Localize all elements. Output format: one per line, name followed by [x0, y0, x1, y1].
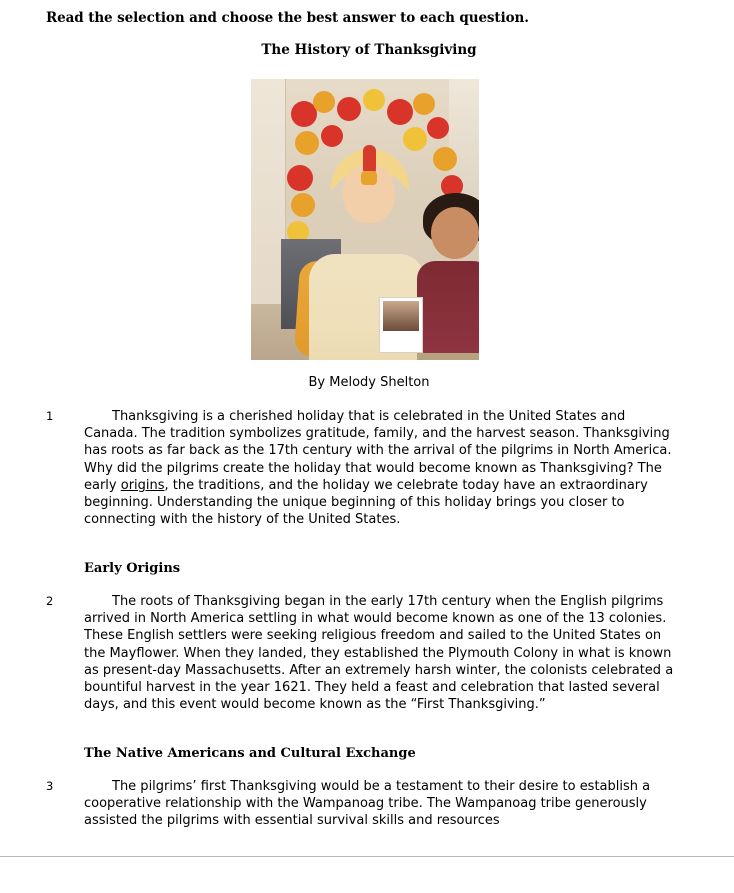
balloon-decoration — [363, 89, 385, 111]
paragraph-1-text-b: , the traditions, and the holiday we celebrate today have an extraordinary beginning. Understanding the unique beginning of this holiday brings you closer to connecting with the history of the United States. — [84, 477, 648, 528]
paragraph-3 — [84, 778, 680, 830]
author-byline: By Melody Shelton — [308, 375, 430, 390]
paragraph-2 — [84, 593, 680, 713]
held-photo-card — [379, 297, 423, 353]
balloon-decoration — [291, 193, 315, 217]
instruction-text: Read the selection and choose the best answer to each question. — [46, 10, 529, 26]
article-image — [251, 79, 479, 360]
child-face — [431, 207, 479, 259]
child-shirt — [417, 261, 479, 353]
paragraph-2-text: The roots of Thanksgiving began in the early 17th century when the English pilgrims arrived in North America settling in what would become known as one of the 13 colonies. These English settlers were seeking religious freedom and sailed to the United States on the Mayflower. When they landed, they established the Plymouth Colony in what is known as present-day Massachusetts. After an extremely harsh winter, the colonists celebrated a bountiful harvest in the year 1621. They held a feast and celebration that lasted several days, and this event would become known as the “First Thanksgiving.” — [84, 594, 674, 713]
balloon-decoration — [295, 131, 319, 155]
balloon-decoration — [413, 93, 435, 115]
page-title: The History of Thanksgiving — [261, 42, 477, 58]
card-photo-image — [383, 301, 419, 331]
paragraph-number: 3 — [46, 779, 54, 793]
balloon-decoration — [313, 91, 335, 113]
paragraph-1 — [84, 408, 680, 528]
origins-link[interactable]: origins — [120, 477, 165, 493]
balloon-decoration — [321, 125, 343, 147]
heading-native-americans: The Native Americans and Cultural Exchange — [84, 746, 416, 761]
paragraph-number: 2 — [46, 594, 54, 608]
balloon-decoration — [427, 117, 449, 139]
balloon-decoration — [287, 165, 313, 191]
footer-divider — [0, 856, 734, 857]
balloon-decoration — [433, 147, 457, 171]
photo-background — [251, 79, 479, 360]
turkey-beak — [361, 171, 377, 185]
paragraph-3-text: The pilgrims’ first Thanksgiving would be a testament to their desire to establish a cooperative relationship with the Wampanoag tribe. The Wampanoag tribe generously assisted the pilgrims with essential survival skills and resources — [84, 779, 651, 829]
balloon-decoration — [337, 97, 361, 121]
paragraph-number: 1 — [46, 409, 54, 423]
paragraph-1-text-a: Thanksgiving is a cherished holiday that is celebrated in the United States and Canada. The tradition symbolizes gratitude, family, and the harvest season. Thanksgiving has roots as far back as the 17th century with the arrival of the pilgrims in North America. Why did the pilgrims create the holiday that would become known as Thanksgiving? The early — [84, 409, 672, 493]
heading-early-origins: Early Origins — [84, 561, 181, 576]
balloon-decoration — [387, 99, 413, 125]
balloon-decoration — [403, 127, 427, 151]
